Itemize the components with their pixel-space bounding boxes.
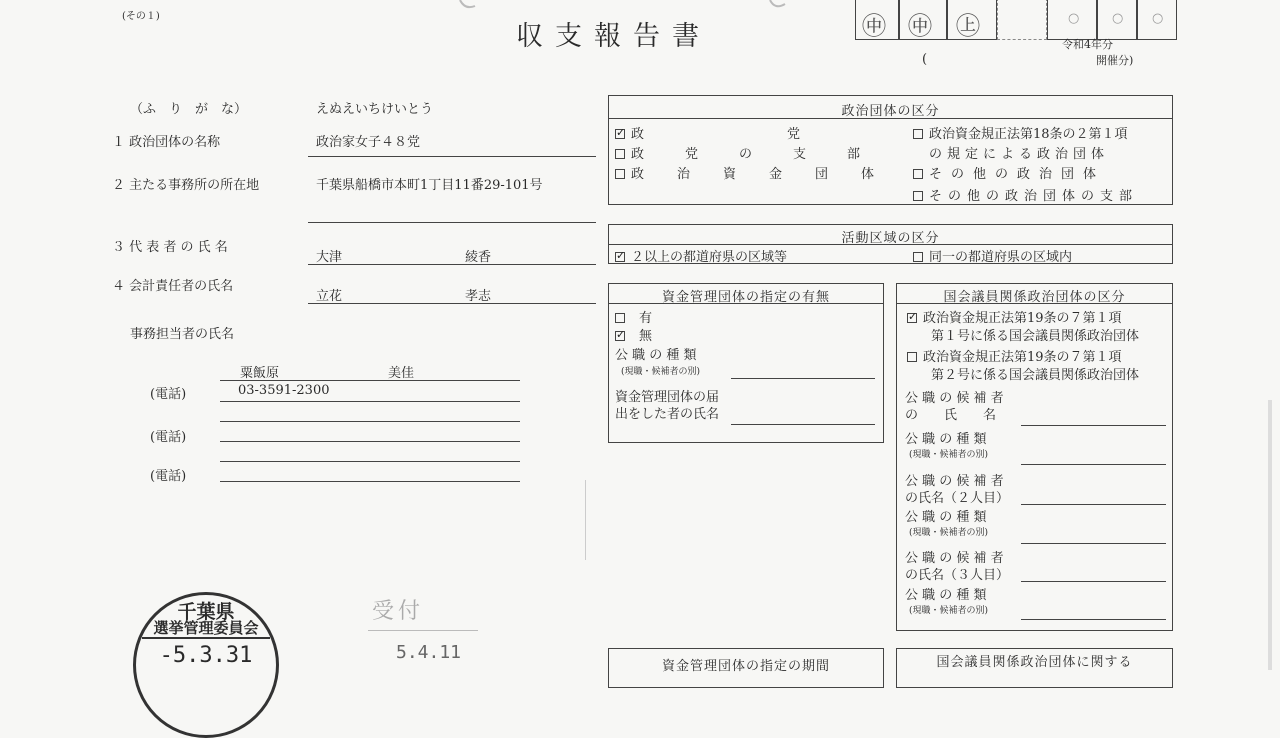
seal-box-6	[1097, 0, 1137, 40]
diet-header: 国会議員関係政治団体の区分	[943, 290, 1126, 305]
faint-marks	[440, 0, 800, 20]
phone-underline-3	[220, 481, 520, 482]
fund-mgmt-box	[608, 283, 884, 443]
option-diet-2[interactable]: 政治資金規正法第19条の７第１項	[907, 346, 1122, 365]
org-type-box	[608, 95, 1173, 205]
cand-label-1b: の 氏 名	[905, 408, 997, 423]
fund-post-type-sub: (現職・候補者の別)	[621, 367, 701, 377]
seal-box-1	[855, 0, 899, 40]
clerk-given-name: 美佳	[388, 366, 415, 381]
treasurer-family-name: 立花	[316, 289, 343, 304]
activity-divider	[609, 244, 1172, 245]
option-fund-org[interactable]: 政 治 資 金 団 体	[615, 163, 884, 182]
cand-label-1a: 公 職 の 候 補 者	[905, 391, 1004, 406]
diet-post-type-2: 公 職 の 種 類	[905, 510, 987, 525]
cand-label-3b: の氏名（３人目）	[905, 568, 1010, 583]
zero-mark-1: ○	[1068, 11, 1080, 26]
fund-period-box	[608, 648, 884, 688]
fund-no-checkbox[interactable]	[615, 331, 625, 341]
phone-label-3: (電話)	[150, 469, 187, 484]
seal-box-7	[1137, 0, 1177, 40]
cand-label-2a: 公 職 の 候 補 者	[905, 474, 1004, 489]
received-stamp-line	[368, 630, 478, 631]
phone-underline-2	[220, 441, 520, 442]
fund-mgmt-divider	[609, 303, 883, 304]
option-diet-1[interactable]: ✓政治資金規正法第19条の７第１項	[907, 307, 1122, 326]
treasurer-label: ４ 会計責任者の氏名	[112, 279, 234, 294]
page-title: 収支報告書	[516, 21, 711, 52]
phone-underline-1b	[220, 421, 520, 422]
cand-line-2	[1021, 504, 1166, 505]
party-checkbox[interactable]	[615, 129, 625, 139]
furigana-value: えぬえいちけいとう	[316, 102, 434, 117]
stamp-pref-1: 千葉県	[177, 601, 235, 623]
option-single-pref[interactable]: 同一の都道府県の区域内	[913, 246, 1072, 265]
option-art18[interactable]: 政治資金規正法第18条の２第１項	[913, 123, 1128, 142]
seal-box-5	[1047, 0, 1097, 40]
activity-header: 活動区域の区分	[841, 231, 940, 246]
other-branch-checkbox[interactable]	[913, 191, 923, 201]
cand-line-3	[1021, 581, 1166, 582]
diet-post-type-sub-3: (現職・候補者の別)	[909, 606, 989, 616]
period-suffix: 開催分)	[1096, 54, 1134, 67]
phone-value: 03-3591-2300	[238, 383, 330, 398]
single-pref-checkbox[interactable]	[913, 252, 923, 262]
option-party[interactable]: ✓政 党	[615, 123, 800, 142]
org-name-label: １ 政治団体の名称	[112, 135, 221, 150]
seal-mark-1: ㊥	[862, 12, 886, 40]
org-name-value: 政治家女子４８党	[316, 135, 421, 150]
phone-label-2: (電話)	[150, 430, 187, 445]
fund-notifier-label-2: 出をした者の氏名	[615, 407, 720, 422]
diet-2-text-2: 第２号に係る国会議員関係政治団体	[931, 368, 1140, 383]
art18-checkbox[interactable]	[913, 129, 923, 139]
org-name-underline	[308, 156, 596, 157]
seal-mark-3: ㊤	[956, 12, 980, 40]
scan-edge-mark	[585, 480, 586, 560]
cand-label-2b: の氏名（２人目）	[905, 491, 1010, 506]
fund-post-type-line	[731, 378, 875, 379]
diet-bottom-box	[896, 648, 1173, 688]
diet-bottom-header: 国会議員関係政治団体に関する	[936, 655, 1133, 670]
clerk-label: 事務担当者の氏名	[130, 327, 235, 342]
diet-post-type-3: 公 職 の 種 類	[905, 588, 987, 603]
furigana-label: （ふ り が な）	[130, 102, 248, 117]
fund-notifier-label-1: 資金管理団体の届	[615, 390, 720, 405]
address-value: 千葉県船橋市本町1丁目11番29-101号	[316, 178, 543, 193]
diet-post-line-3	[1021, 619, 1166, 620]
stamp-divider	[142, 637, 270, 639]
clerk-underline	[220, 380, 520, 381]
diet-box	[896, 283, 1173, 631]
fund-period-header: 資金管理団体の指定の期間	[661, 659, 830, 674]
zero-mark-3: ○	[1152, 11, 1164, 26]
org-type-header: 政治団体の区分	[841, 104, 940, 119]
sheet-number: (その１)	[122, 11, 160, 22]
diet-divider	[897, 303, 1172, 304]
diet-1-text-2: 第１号に係る国会議員関係政治団体	[931, 329, 1140, 344]
zero-mark-2: ○	[1112, 11, 1124, 26]
seal-box-4	[997, 0, 1047, 40]
seal-box-3	[947, 0, 997, 40]
treasurer-underline	[308, 303, 596, 304]
activity-box	[608, 224, 1173, 264]
received-stamp-date: 5.4.11	[396, 642, 462, 663]
diet-post-type-sub-1: (現職・候補者の別)	[909, 450, 989, 460]
diet-post-type-sub-2: (現職・候補者の別)	[909, 528, 989, 538]
other-checkbox[interactable]	[913, 169, 923, 179]
diet-1-checkbox[interactable]	[907, 313, 917, 323]
clerk-family-name: 粟飯原	[240, 366, 280, 381]
scan-edge-right	[1268, 400, 1272, 670]
option-other-branch[interactable]: その他の政治団体の支部	[913, 185, 1138, 204]
fund-post-type-label: 公 職 の 種 類	[615, 348, 697, 363]
diet-post-line-2	[1021, 543, 1166, 544]
phone-underline-1	[220, 401, 520, 402]
multi-pref-checkbox[interactable]	[615, 252, 625, 262]
rep-label: ３ 代 表 者 の 氏 名	[112, 240, 228, 255]
org-type-divider	[609, 118, 1172, 119]
election-commission-stamp	[133, 592, 279, 738]
cand-label-3a: 公 職 の 候 補 者	[905, 551, 1004, 566]
year-label: 令和4年分	[1062, 38, 1113, 51]
fund-yes-checkbox[interactable]	[615, 313, 625, 323]
rep-underline	[308, 264, 596, 265]
option-party-branch[interactable]: 政 党 の 支 部	[615, 143, 874, 162]
period-paren: (	[922, 52, 928, 67]
diet-2-checkbox[interactable]	[907, 352, 917, 362]
party-branch-checkbox[interactable]	[615, 149, 625, 159]
stamp-date-1: -5.3.31	[159, 643, 253, 668]
fund-notifier-line	[731, 424, 875, 425]
stamp-pref-2: 選挙管理委員会	[153, 619, 259, 637]
treasurer-given-name: 孝志	[465, 289, 492, 304]
diet-post-line-1	[1021, 464, 1166, 465]
diet-post-type-1: 公 職 の 種 類	[905, 432, 987, 447]
rep-given-name: 綾香	[465, 250, 492, 265]
address-underline	[308, 222, 596, 223]
received-stamp-text: 受付	[372, 599, 425, 624]
phone-underline-2b	[220, 461, 520, 462]
art18-text-2: の規定による政治団体	[929, 147, 1110, 162]
phone-label-1: (電話)	[150, 387, 187, 402]
address-label: ２ 主たる事務所の所在地	[112, 178, 260, 193]
cand-line-1	[1021, 425, 1166, 426]
option-fund-yes[interactable]: 有	[615, 307, 652, 326]
option-multi-pref[interactable]: ✓２以上の都道府県の区域等	[615, 246, 787, 265]
fund-mgmt-header: 資金管理団体の指定の有無	[661, 290, 830, 305]
option-fund-no[interactable]: ✓無	[615, 325, 652, 344]
rep-family-name: 大津	[316, 250, 343, 265]
seal-mark-2: ㊥	[908, 12, 932, 40]
fund-org-checkbox[interactable]	[615, 169, 625, 179]
seal-box-2	[899, 0, 947, 40]
option-other[interactable]: その他の政治団体	[913, 163, 1105, 182]
